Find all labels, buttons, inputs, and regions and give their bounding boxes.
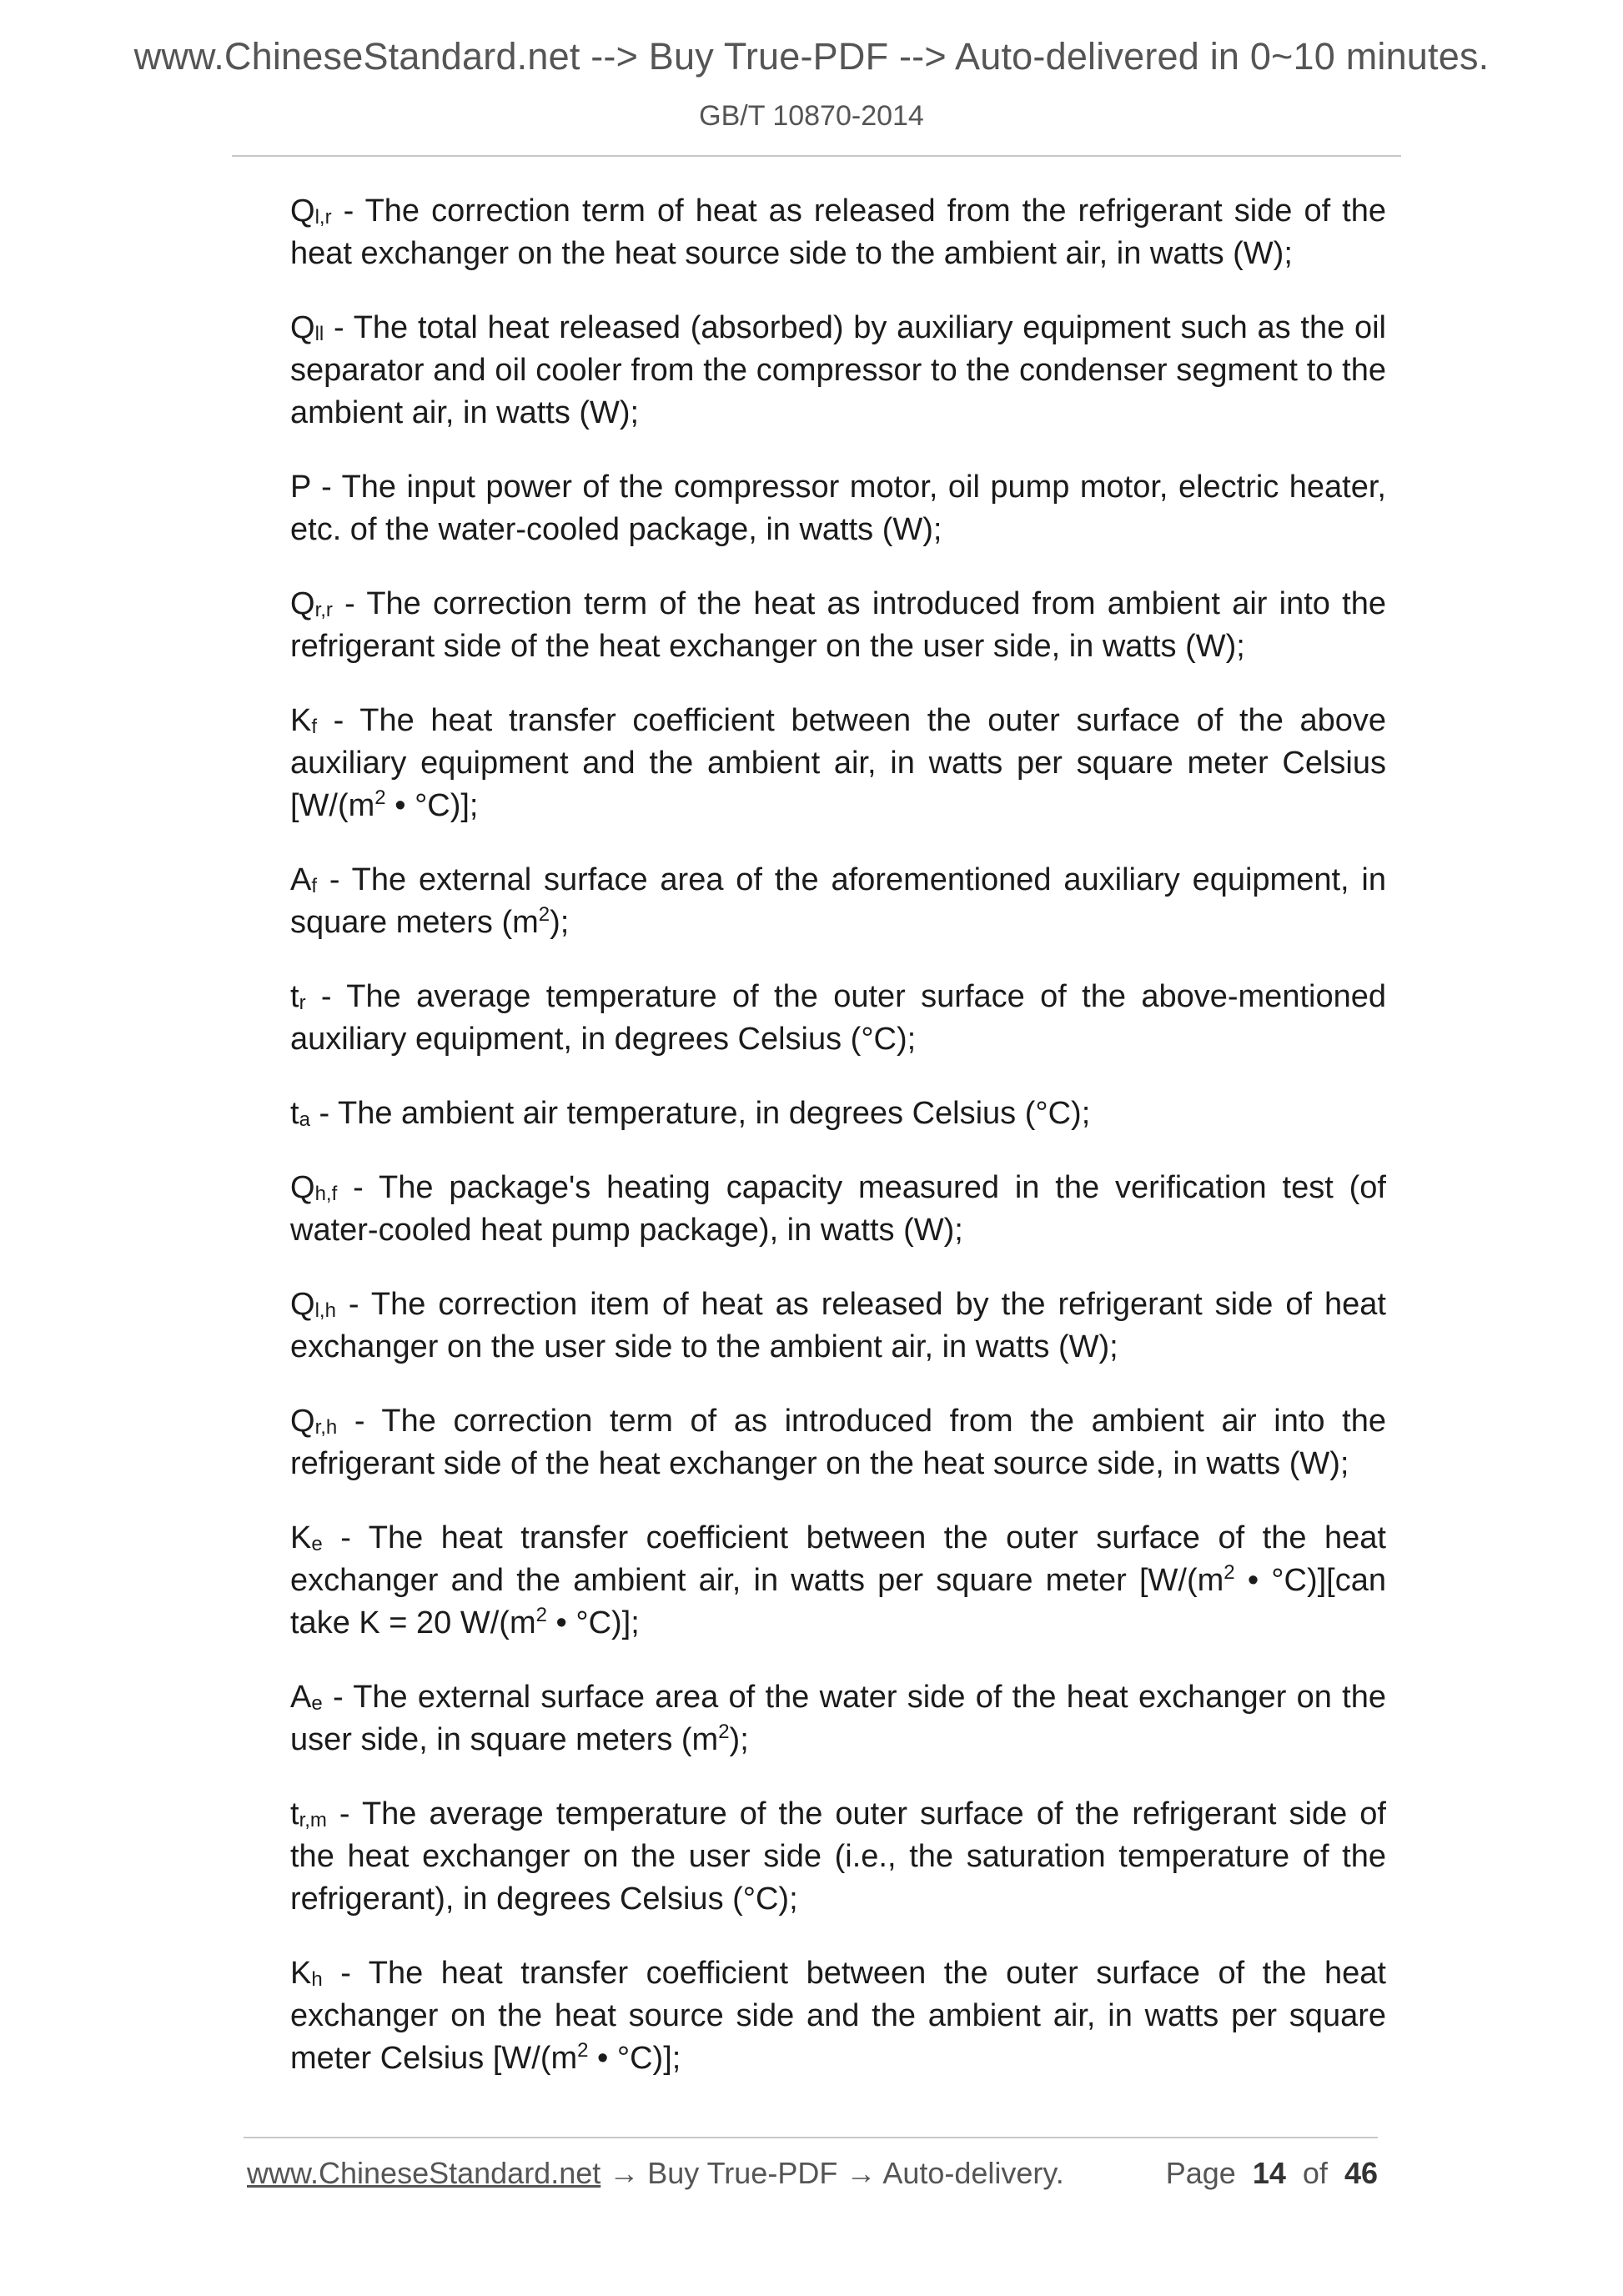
definition-q-r-h: Qr,h - The correction term of as introduced from the ambient air into the refrigerant side of the heat exchanger on the heat source side, in watts (W); xyxy=(290,1404,1386,1481)
symbol: Qll xyxy=(290,310,324,345)
definition-q-ll: Qll - The total heat released (absorbed) by auxiliary equipment such as the oil separator and oil cooler from the compressor to the condenser segment to the ambient air, in watts (W); xyxy=(290,310,1386,430)
symbol: tr xyxy=(290,979,306,1014)
definition-k-h: Kh - The heat transfer coefficient between the outer surface of the heat exchanger on the heat source side and the ambient air, in watts per square meter Celsius [$W/(m^2$ • °C)]; xyxy=(290,1956,1386,2076)
definition-k-e: Ke - The heat transfer coefficient between the outer surface of the heat exchanger and the ambient air, in watts per square meter [$W/(m^2$ • °C)][can take K = 20 $W/(m^2$ • °C)]; xyxy=(290,1520,1386,1640)
symbol: Qh,f xyxy=(290,1170,338,1205)
definition-q-r-r: Qr,r - The correction term of the heat as introduced from ambient air into the refrigerant side of the heat exchanger on the user side, in watts (W); xyxy=(290,586,1386,664)
definition-a-e: Ae - The external surface area of the water side of the heat exchanger on the user side, in square meters $(m^2)$; xyxy=(290,1680,1386,1757)
site-banner: www.ChineseStandard.net --> Buy True-PDF --> Auto-delivered in 0~10 minutes. xyxy=(133,35,1490,78)
definition-a-f: Af - The external surface area of the aforementioned auxiliary equipment, in square meters $(m^2)$; xyxy=(290,862,1386,940)
definition-p: P - The input power of the compressor motor, oil pump motor, electric heater, etc. of the water-cooled package, in watts (W); xyxy=(290,470,1386,547)
header-divider xyxy=(232,155,1401,157)
current-page: 14 xyxy=(1252,2156,1286,2190)
symbol: Kf xyxy=(290,703,318,738)
footer-promo xyxy=(247,2156,1064,2191)
total-pages: 46 xyxy=(1344,2156,1378,2190)
site-link[interactable]: www.ChineseStandard.net xyxy=(247,2156,601,2190)
definition-k-f: Kf - The heat transfer coefficient between the outer surface of the above auxiliary equipment and the ambient air, in watts per square meter Celsius [$W/(m^2$ • °C)]; xyxy=(290,703,1386,823)
symbol: Kh xyxy=(290,1956,323,1991)
symbol: ta xyxy=(290,1096,310,1131)
page-indicator: Page 14 of 46 xyxy=(1165,2156,1378,2190)
symbol: Ae xyxy=(290,1680,323,1715)
symbol: Qr,r xyxy=(290,586,333,621)
symbol: Ql,r xyxy=(290,193,332,229)
definition-q-l-h: Ql,h - The correction item of heat as released by the refrigerant side of heat exchanger on the user side to the ambient air, in watts (W); xyxy=(290,1287,1386,1364)
symbol: Ql,h xyxy=(290,1287,336,1322)
definitions-list xyxy=(290,190,1386,2112)
delivery-text: → Buy True-PDF → Auto-delivery. xyxy=(600,2156,1064,2190)
definition-t-r: tr - The average temperature of the outer surface of the above-mentioned auxiliary equipment, in degrees Celsius (°C); xyxy=(290,979,1386,1057)
standard-code: GB/T 10870-2014 xyxy=(699,100,924,132)
symbol: tr,m xyxy=(290,1796,327,1831)
definition-t-a: ta - The ambient air temperature, in degrees Celsius (°C); xyxy=(290,1096,1091,1131)
definition-q-l-r: Ql,r - The correction term of heat as released from the refrigerant side of the heat exchanger on the heat source side to the ambient air, in watts (W); xyxy=(290,193,1386,271)
symbol: P xyxy=(290,470,311,505)
definition-t-r-m: tr,m - The average temperature of the outer surface of the refrigerant side of the heat exchanger on the user side (i.e., the saturation temperature of the refrigerant), in degrees Celsius (°C); xyxy=(290,1796,1386,1917)
symbol: Af xyxy=(290,862,318,897)
symbol: Qr,h xyxy=(290,1404,338,1439)
footer-divider xyxy=(244,2137,1378,2138)
symbol: Ke xyxy=(290,1520,323,1555)
definition-q-h-f: Qh,f - The package's heating capacity measured in the verification test (of water-cooled heat pump package), in watts (W); xyxy=(290,1170,1386,1248)
